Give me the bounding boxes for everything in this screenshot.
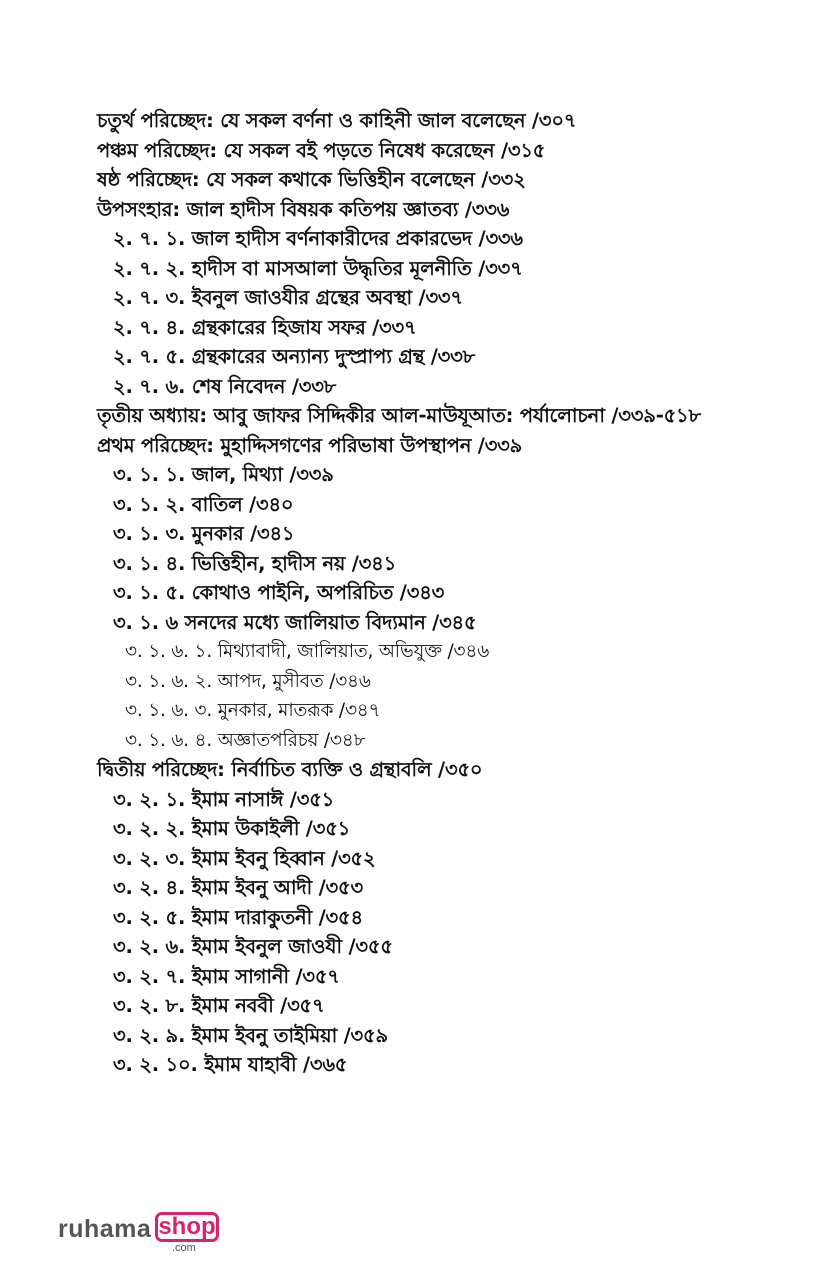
toc-entry: ৩. ২. ২. ইমাম উকাইলী /৩৫১ xyxy=(113,817,351,840)
toc-entry: ৩. ১. ৩. মুনকার /৩৪১ xyxy=(113,522,295,545)
toc-entry: ২. ৭. ৪. গ্রন্থকারের হিজায সফর /৩৩৭ xyxy=(113,315,417,339)
table-of-contents xyxy=(0,106,825,1080)
toc-heading: তৃতীয় অধ্যায়: আবু জাফর সিদ্দিকীর আল-মাউযূআত: পর্যালোচনা /৩৩৯-৫১৮ xyxy=(97,404,701,427)
toc-entry: ৩. ২. ৭. ইমাম সাগানী /৩৫৭ xyxy=(113,964,340,988)
toc-subentry: ৩. ১. ৬. ৪. অজ্ঞাতপরিচয় /৩৪৮ xyxy=(125,729,366,751)
logo-shop-text: shop xyxy=(158,1213,216,1240)
toc-subentry: ৩. ১. ৬. ১. মিথ্যাবাদী, জালিয়াত, অভিযুক্ত /৩৪৬ xyxy=(125,641,490,662)
toc-entry: ৩. ১. ৬ সনদের মধ্যে জালিয়াত বিদ্যমান /৩৪৫ xyxy=(113,610,477,634)
toc-entry: ৩. ২. ১০. ইমাম যাহাবী /৩৬৫ xyxy=(113,1053,348,1076)
toc-heading: দ্বিতীয় পরিচ্ছেদ: নির্বাচিত ব্যক্তি ও গ্রন্থাবলি /৩৫০ xyxy=(97,758,483,781)
toc-subentry: ৩. ১. ৬. ২. আপদ, মুসীবত /৩৪৬ xyxy=(125,670,371,692)
toc-entry: ২. ৭. ৬. শেষ নিবেদন /৩৩৮ xyxy=(113,374,337,398)
toc-entry: ২. ৭. ৩. ইবনুল জাওযীর গ্রন্থের অবস্থা /৩৩৭ xyxy=(113,286,463,309)
toc-heading: চতুর্থ পরিচ্ছেদ: যে সকল বর্ণনা ও কাহিনী জাল বলেছেন /৩০৭ xyxy=(97,109,577,132)
toc-heading: ষষ্ঠ পরিচ্ছেদ: যে সকল কথাকে ভিত্তিহীন বলেছেন /৩৩২ xyxy=(97,168,526,191)
toc-entry: ৩. ২. ৮. ইমাম নববী /৩৫৭ xyxy=(113,994,325,1017)
toc-entry: ৩. ২. ৫. ইমাম দারাকুতনী /৩৫৪ xyxy=(113,905,363,929)
logo-domain-text: .com xyxy=(172,1242,196,1254)
toc-subentry: ৩. ১. ৬. ৩. মুনকার, মাতরূক /৩৪৭ xyxy=(125,700,381,721)
toc-entry: ৩. ২. ১. ইমাম নাসাঈ /৩৫১ xyxy=(113,787,335,811)
toc-entry: ৩. ২. ৪. ইমাম ইবনু আদী /৩৫৩ xyxy=(113,876,363,899)
toc-entry: ৩. ২. ৬. ইমাম ইবনুল জাওযী /৩৫৫ xyxy=(113,935,393,958)
toc-entry: ২. ৭. ১. জাল হাদীস বর্ণনাকারীদের প্রকারভেদ /৩৩৬ xyxy=(113,227,523,250)
toc-entry: ৩. ১. ২. বাতিল /৩৪০ xyxy=(113,492,294,516)
toc-entry: ৩. ১. ১. জাল, মিথ্যা /৩৩৯ xyxy=(113,463,334,486)
toc-entry: ৩. ১. ৫. কোথাও পাইনি, অপরিচিত /৩৪৩ xyxy=(113,581,445,604)
toc-entry: ২. ৭. ২. হাদীস বা মাসআলা উদ্ধৃতির মূলনীতি /৩৩৭ xyxy=(113,256,523,280)
logo-shop-badge xyxy=(155,1212,219,1242)
toc-entry: ৩. ১. ৪. ভিত্তিহীন, হাদীস নয় /৩৪১ xyxy=(113,551,397,575)
logo-ruhama-text: ruhama xyxy=(58,1215,152,1243)
toc-entry: ৩. ২. ৯. ইমাম ইবনু তাইমিয়া /৩৫৯ xyxy=(113,1023,388,1047)
toc-heading: উপসংহার: জাল হাদীস বিষয়ক কতিপয় জ্ঞাতব্য /৩৩৬ xyxy=(97,197,510,221)
toc-entry: ৩. ২. ৩. ইমাম ইবনু হিব্বান /৩৫২ xyxy=(113,846,376,870)
toc-heading: প্রথম পরিচ্ছেদ: মুহাদ্দিসগণের পরিভাষা উপস্থাপন /৩৩৯ xyxy=(97,433,523,457)
toc-entry: ২. ৭. ৫. গ্রন্থকারের অন্যান্য দুস্প্রাপ্য গ্রন্থ /৩৩৮ xyxy=(113,345,476,368)
toc-heading: পঞ্চম পরিচ্ছেদ: যে সকল বই পড়তে নিষেধ করেছেন /৩১৫ xyxy=(97,138,546,162)
